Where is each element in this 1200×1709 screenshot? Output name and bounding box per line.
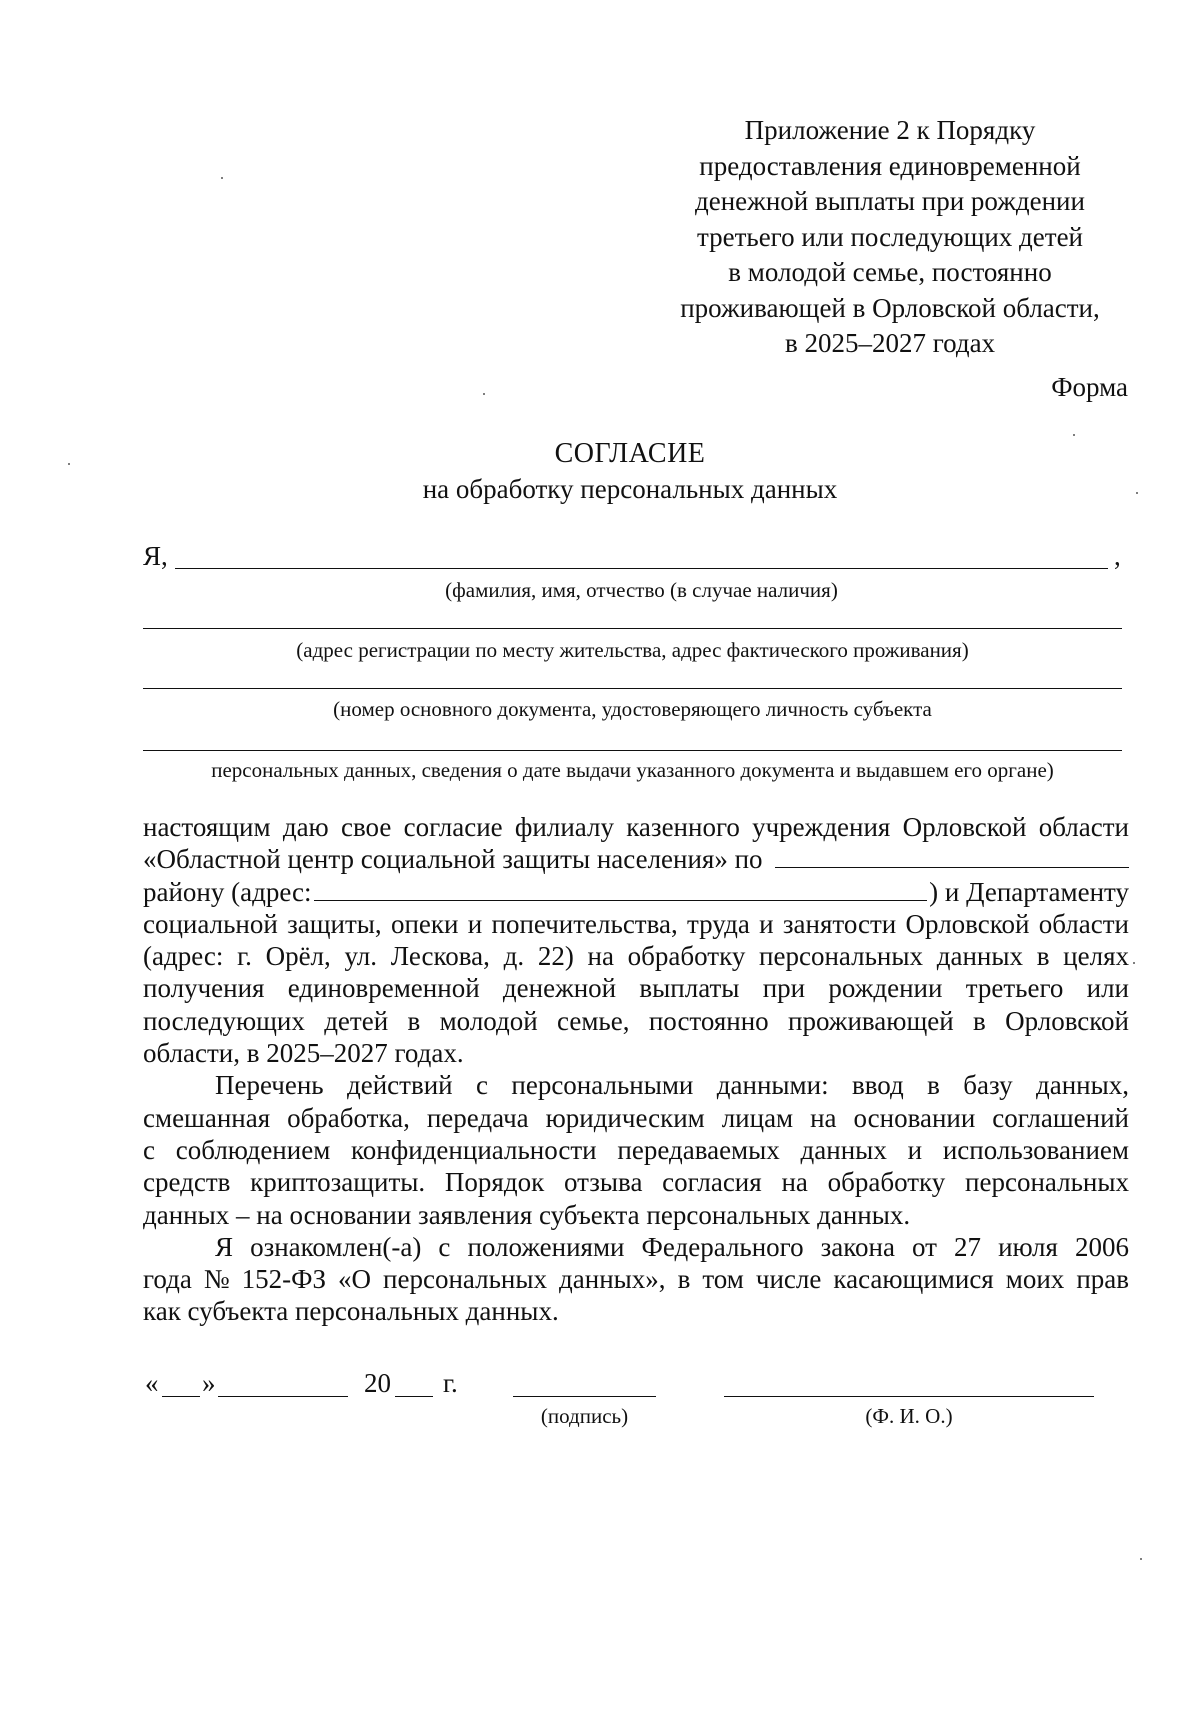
district-input-line[interactable] <box>775 845 1129 868</box>
day-input-line[interactable] <box>162 1396 200 1397</box>
consent-text: «Областной центр социальной защиты населения» по <box>143 844 763 875</box>
consent-line <box>143 876 1129 908</box>
fio-input-line[interactable] <box>175 568 1108 569</box>
document-subtitle: на обработку персональных данных <box>422 474 838 504</box>
consent-text: району (адрес: <box>143 876 312 907</box>
year-input-line[interactable] <box>395 1396 433 1397</box>
appendix-header-line: проживающей в Орловской области, <box>680 292 1100 323</box>
actions-text: Перечень действий с персональными данными: ввод в базу данных, <box>215 1070 1129 1101</box>
consent-line <box>143 908 1129 940</box>
consent-body <box>143 811 1129 1328</box>
scan-speck <box>1140 1558 1142 1560</box>
scan-speck <box>1073 434 1075 436</box>
actions-line <box>143 1166 1129 1198</box>
appendix-header <box>640 113 1140 362</box>
ya-label: Я, <box>143 541 168 571</box>
document-title: СОГЛАСИЕ <box>554 438 706 469</box>
acquaintance-text: как субъекта персональных данных. <box>143 1296 559 1327</box>
signature-caption: (подпись) <box>540 1404 629 1428</box>
document-input-line-1[interactable] <box>143 688 1122 689</box>
document-caption-2: персональных данных, сведения о дате выдачи указанного документа и выдавшем его органе) <box>211 758 1054 782</box>
actions-text: смешанная обработка, передача юридическим лицам на основании соглашений <box>143 1102 1129 1133</box>
actions-text: с соблюдением конфиденциальности передаваемых данных и использованием <box>143 1134 1129 1165</box>
document-input-line-2[interactable] <box>143 750 1122 751</box>
consent-text: (адрес: г. Орёл, ул. Лескова, д. 22) на обработку персональных данных в целях <box>143 941 1129 972</box>
year-suffix: г. <box>443 1368 458 1398</box>
scan-speck <box>68 463 70 465</box>
address-input-line[interactable] <box>143 628 1122 629</box>
actions-line <box>143 1102 1129 1134</box>
scan-speck <box>1136 492 1138 494</box>
appendix-header-line: в молодой семье, постоянно <box>728 257 1052 287</box>
actions-line <box>143 1069 1129 1101</box>
consent-text: социальной защиты, опеки и попечительства, труда и занятости Орловской области <box>143 908 1129 939</box>
consent-line <box>143 972 1129 1004</box>
appendix-header-line: денежной выплаты при рождении <box>695 186 1085 216</box>
signature-input-line[interactable] <box>513 1396 656 1397</box>
acquaintance-line <box>143 1231 1129 1263</box>
appendix-header-line: третьего или последующих детей <box>696 221 1084 252</box>
appendix-header-line: предоставления единовременной <box>699 150 1081 181</box>
consent-line <box>143 811 1129 843</box>
consent-text: ) и Департаменту <box>929 876 1129 907</box>
acquaintance-text: года № 152-ФЗ «О персональных данных», в том числе касающимися моих прав <box>143 1264 1129 1295</box>
consent-text: области, в 2025–2027 годах. <box>143 1038 464 1069</box>
fio-caption: (фамилия, имя, отчество (в случае наличия) <box>445 578 838 602</box>
actions-text: средств криптозащиты. Порядок отзыва согласия на обработку персональных <box>143 1167 1129 1198</box>
consent-text: настоящим даю свое согласие филиалу казенного учреждения Орловской области <box>143 812 1129 842</box>
date-quote-open: « <box>145 1368 159 1398</box>
appendix-header-line: в 2025–2027 годах <box>784 328 996 358</box>
consent-line <box>143 1005 1129 1037</box>
signer-fio-caption: (Ф. И. О.) <box>865 1404 953 1428</box>
consent-line <box>143 940 1129 972</box>
scan-speck <box>483 393 485 395</box>
acquaintance-line <box>143 1295 1129 1327</box>
consent-line <box>143 843 1129 875</box>
appendix-header-line: Приложение 2 к Порядку <box>744 115 1036 145</box>
date-quote-close: » <box>202 1368 216 1398</box>
address-caption: (адрес регистрации по месту жительства, адрес фактического проживания) <box>296 638 969 662</box>
scan-speck <box>221 177 223 179</box>
scan-speck <box>1133 962 1135 964</box>
consent-text: получения единовременной денежной выплаты при рождении третьего или <box>143 973 1129 1004</box>
branch-address-input-line[interactable] <box>314 878 928 901</box>
document-caption-1: (номер основного документа, удостоверяющего личность субъекта <box>333 697 932 721</box>
comma: , <box>1114 541 1121 571</box>
consent-text: последующих детей в молодой семье, постоянно проживающей в Орловской <box>143 1005 1129 1036</box>
year-prefix: 20 <box>364 1368 391 1398</box>
consent-line <box>143 1037 1129 1069</box>
acquaintance-line <box>143 1263 1129 1295</box>
acquaintance-text: Я ознакомлен(-а) с положениями Федерального закона от 27 июля 2006 <box>215 1231 1129 1262</box>
actions-line <box>143 1199 1129 1231</box>
actions-text: данных – на основании заявления субъекта персональных данных. <box>143 1199 911 1230</box>
month-input-line[interactable] <box>218 1396 348 1397</box>
actions-line <box>143 1134 1129 1166</box>
signer-fio-input-line[interactable] <box>724 1396 1094 1397</box>
form-label: Форма <box>1051 372 1128 402</box>
